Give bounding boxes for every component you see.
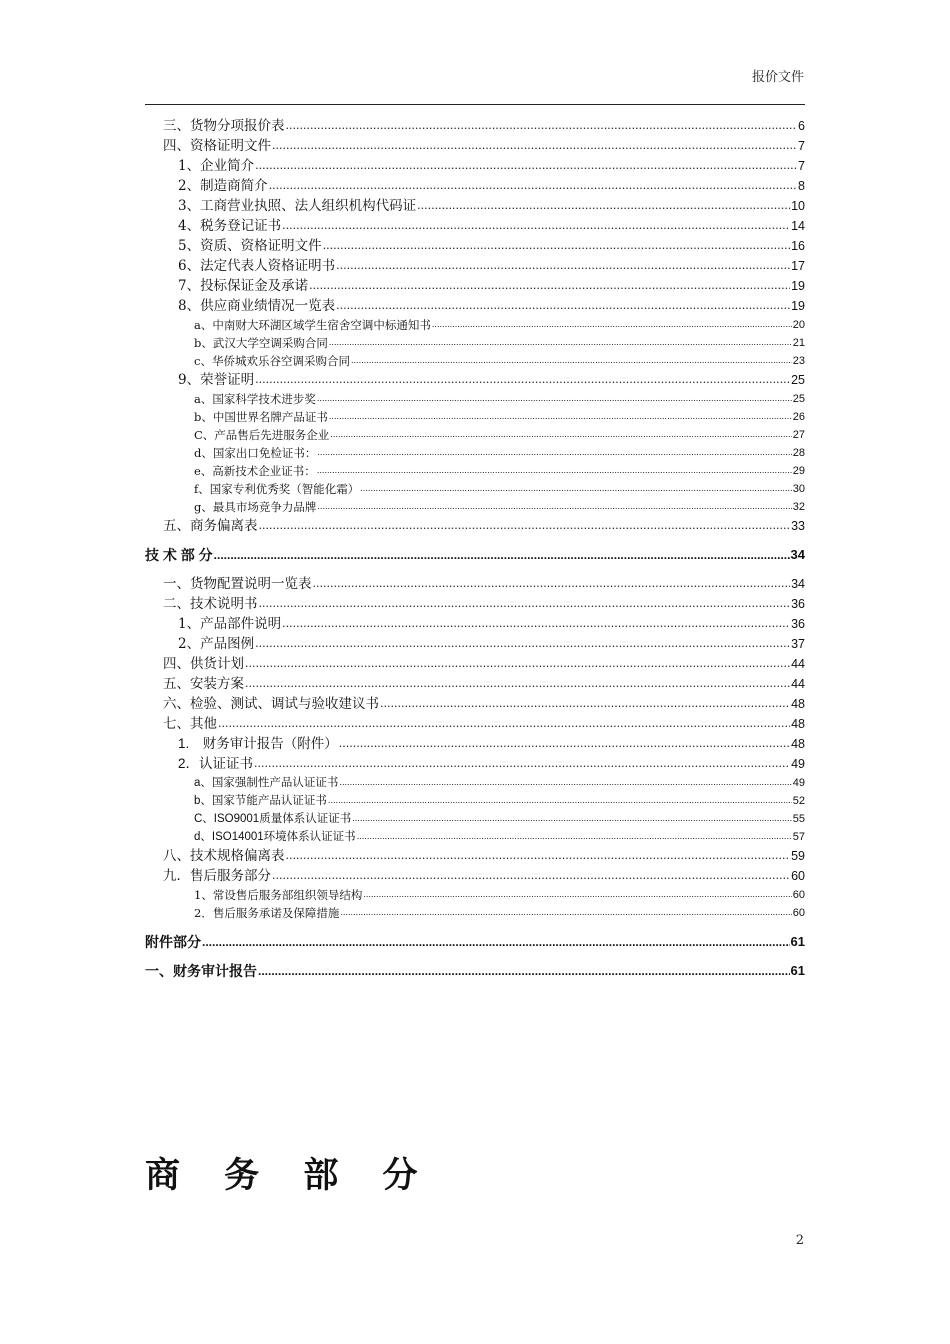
leader-dots [258,961,790,981]
leader-dots [432,316,792,334]
toc-entry[interactable] [145,498,805,516]
toc-entry-label: 2、制造商简介 [178,178,268,194]
toc-entry-label: 2．认证证书 [178,756,254,771]
toc-entry-page: 44 [791,677,805,691]
toc-entry-page: 36 [791,597,805,611]
toc-entry-page: 28 [792,447,805,459]
toc-commerce-list [145,116,805,536]
toc-entry[interactable] [145,136,805,156]
leader-dots [245,674,790,694]
toc-entry-page: 7 [798,159,805,173]
leader-dots [272,866,790,886]
toc-entry[interactable] [145,904,805,922]
leader-dots [317,390,792,408]
toc-entry-label: 七、其他 [163,716,217,732]
section-heading-commerce: 商 务 部 分 [145,1155,434,1196]
toc-entry-label: 4、税务登记证书 [178,218,282,234]
toc-entry[interactable] [145,216,805,236]
leader-dots [363,886,791,904]
toc-entry-label: 6、法定代表人资格证明书 [178,258,336,274]
toc-entry-page: 55 [792,813,805,825]
leader-dots [340,904,791,922]
toc-entry[interactable] [145,408,805,426]
leader-dots [329,408,792,426]
toc-entry-page: 48 [791,737,805,751]
leader-dots [336,256,790,276]
toc-entry-label: 8、供应商业绩情况一览表 [178,298,336,314]
toc-entry-label: C、产品售后先进服务企业 [194,428,330,442]
toc-entry-page: 57 [792,831,805,843]
toc-entry[interactable] [145,176,805,196]
toc-entry[interactable] [145,352,805,370]
toc-entry[interactable] [145,674,805,694]
page-number: 2 [795,1233,804,1248]
toc-entry[interactable] [145,866,805,886]
leader-dots [360,480,791,498]
toc-entry-label: 一、财务审计报告 [145,963,257,979]
leader-dots [380,694,790,714]
toc-entry[interactable] [145,810,805,828]
toc-entry-page: 7 [798,139,805,153]
leader-dots [351,352,792,370]
toc-entry-page: 25 [791,373,805,387]
leader-dots [259,594,791,614]
toc-entry-label: d、ISO14001环境体系认证证书 [194,831,356,843]
leader-dots [286,846,791,866]
toc-entry-label: 一、货物配置说明一览表 [163,576,312,592]
toc-entry-page: 27 [792,429,805,441]
leader-dots [202,932,790,952]
toc-entry-page: 30 [792,483,805,495]
leader-dots [214,545,790,565]
toc-entry-page: 6 [798,119,805,133]
leader-dots [352,810,792,828]
toc-heading-audit-report[interactable] [145,961,805,981]
toc-entry[interactable] [145,594,805,614]
toc-entry-label: 1. 财务审计报告（附件） [178,736,338,751]
toc-entry-label: b、中国世界名牌产品证书 [194,410,328,424]
toc-entry-page: 33 [791,519,805,533]
toc-entry[interactable] [145,462,805,480]
toc-entry-page: 8 [798,179,805,193]
leader-dots [255,634,790,654]
toc-entry[interactable] [145,156,805,176]
toc-entry-label: f、国家专利优秀奖（智能化霜） [194,482,360,496]
toc-entry[interactable] [145,370,805,390]
leader-dots [339,774,791,792]
toc-entry-page: 60 [791,869,805,883]
leader-dots [336,296,790,316]
toc-entry-label: 7、投标保证金及承诺 [178,278,309,294]
toc-entry-label: a、国家强制性产品认证证书 [194,777,339,789]
leader-dots [282,614,790,634]
toc-entry[interactable] [145,480,805,498]
table-of-contents [145,116,805,981]
toc-entry-page: 34 [790,547,805,562]
toc-entry[interactable] [145,654,805,674]
toc-entry-label: d、国家出口免检证书： [194,446,317,460]
leader-dots [328,792,792,810]
toc-entry-page: 60 [792,889,805,901]
toc-entry[interactable] [145,846,805,866]
toc-entry-page: 19 [791,279,805,293]
toc-entry-page: 61 [790,963,805,978]
toc-entry-label: 3、工商营业执照、法人组织机构代码证 [178,198,417,214]
toc-entry-page: 29 [792,465,805,477]
toc-entry-label: 四、供货计划 [163,656,244,672]
leader-dots [317,498,791,516]
toc-entry-page: 49 [791,757,805,771]
toc-entry-page: 59 [791,849,805,863]
toc-entry[interactable] [145,634,805,654]
toc-entry[interactable] [145,276,805,296]
toc-entry-page: 32 [792,501,805,513]
toc-entry[interactable] [145,886,805,904]
leader-dots [259,516,791,536]
leader-dots [330,426,791,444]
toc-entry[interactable] [145,516,805,536]
header-divider [145,104,805,105]
toc-entry-label: b、国家节能产品认证证书 [194,795,327,807]
toc-entry-label: 2．售后服务承诺及保障措施 [194,906,340,920]
toc-entry-page: 48 [791,717,805,731]
leader-dots [272,136,797,156]
toc-entry-page: 16 [791,239,805,253]
leader-dots [357,828,792,846]
toc-heading-tech[interactable] [145,545,805,565]
toc-entry-label: b、武汉大学空调采购合同 [194,336,328,350]
toc-entry-page: 25 [792,393,805,405]
toc-entry[interactable] [145,614,805,634]
leader-dots [329,334,792,352]
toc-entry-label: c、华侨城欢乐谷空调采购合同 [194,354,350,368]
toc-entry-label: 八、技术规格偏离表 [163,848,285,864]
toc-entry-label: 二、技术说明书 [163,596,258,612]
toc-entry-label: 六、检验、测试、调试与验收建议书 [163,696,379,712]
toc-entry[interactable] [145,426,805,444]
leader-dots [317,462,792,480]
toc-entry-page: 21 [792,337,805,349]
leader-dots [323,236,791,256]
toc-entry[interactable] [145,390,805,408]
toc-entry-page: 17 [791,259,805,273]
toc-entry[interactable] [145,444,805,462]
toc-entry[interactable] [145,196,805,216]
toc-entry-label: 三、货物分项报价表 [163,118,285,134]
toc-entry-label: 五、商务偏离表 [163,518,258,534]
toc-entry[interactable] [145,256,805,276]
toc-entry-page: 36 [791,617,805,631]
toc-entry-page: 60 [792,907,805,919]
toc-entry-page: 61 [790,934,805,949]
toc-entry-label: C、ISO9001质量体系认证证书 [194,813,352,825]
leader-dots [255,370,790,390]
toc-entry-label: 2、产品图例 [178,636,255,652]
leader-dots [339,734,790,754]
leader-dots [254,754,790,774]
toc-entry[interactable] [145,828,805,846]
toc-entry-page: 52 [792,795,805,807]
toc-entry[interactable] [145,296,805,316]
toc-entry-label: 1、常设售后服务部组织领导结构 [194,888,363,902]
toc-entry-page: 19 [791,299,805,313]
leader-dots [317,444,791,462]
toc-entry-label: a、中南财大环湖区域学生宿舍空调中标通知书 [194,318,431,332]
toc-entry[interactable] [145,334,805,352]
toc-entry-label: 1、企业简介 [178,158,255,174]
toc-entry-page: 44 [791,657,805,671]
toc-entry-label: a、国家科学技术进步奖 [194,392,316,406]
leader-dots [417,196,790,216]
toc-tech-list [145,574,805,922]
leader-dots [309,276,790,296]
toc-entry-label: 5、资质、资格证明文件 [178,238,322,254]
toc-entry-page: 37 [791,637,805,651]
toc-entry[interactable] [145,734,805,754]
leader-dots [218,714,790,734]
leader-dots [286,116,798,136]
toc-entry-label: 1、产品部件说明 [178,616,282,632]
leader-dots [313,574,791,594]
toc-entry[interactable] [145,694,805,714]
toc-entry[interactable] [145,754,805,774]
toc-heading-attachments[interactable] [145,932,805,952]
toc-entry-page: 23 [792,355,805,367]
toc-entry-label: 附件部分 [145,934,201,950]
toc-entry-label: g、最具市场竞争力品牌 [194,500,317,514]
toc-entry[interactable] [145,714,805,734]
toc-entry-page: 10 [791,199,805,213]
toc-entry-page: 20 [792,319,805,331]
toc-entry[interactable] [145,316,805,334]
toc-entry-page: 34 [791,577,805,591]
toc-entry-page: 48 [791,697,805,711]
toc-entry[interactable] [145,792,805,810]
toc-entry[interactable] [145,116,805,136]
toc-entry-label: 技 术 部 分 [145,547,213,563]
toc-entry[interactable] [145,236,805,256]
toc-entry[interactable] [145,774,805,792]
toc-entry-page: 49 [792,777,805,789]
toc-entry-page: 14 [791,219,805,233]
leader-dots [255,156,797,176]
header-title: 报价文件 [751,70,804,85]
leader-dots [282,216,790,236]
toc-entry-label: 九．售后服务部分 [163,868,271,884]
toc-entry-label: 9、荣誉证明 [178,372,255,388]
toc-entry-label: e、高新技术企业证书： [194,464,316,478]
toc-entry[interactable] [145,574,805,594]
toc-entry-label: 五、安装方案 [163,676,244,692]
leader-dots [269,176,797,196]
toc-entry-label: 四、资格证明文件 [163,138,271,154]
leader-dots [245,654,790,674]
toc-entry-page: 26 [792,411,805,423]
